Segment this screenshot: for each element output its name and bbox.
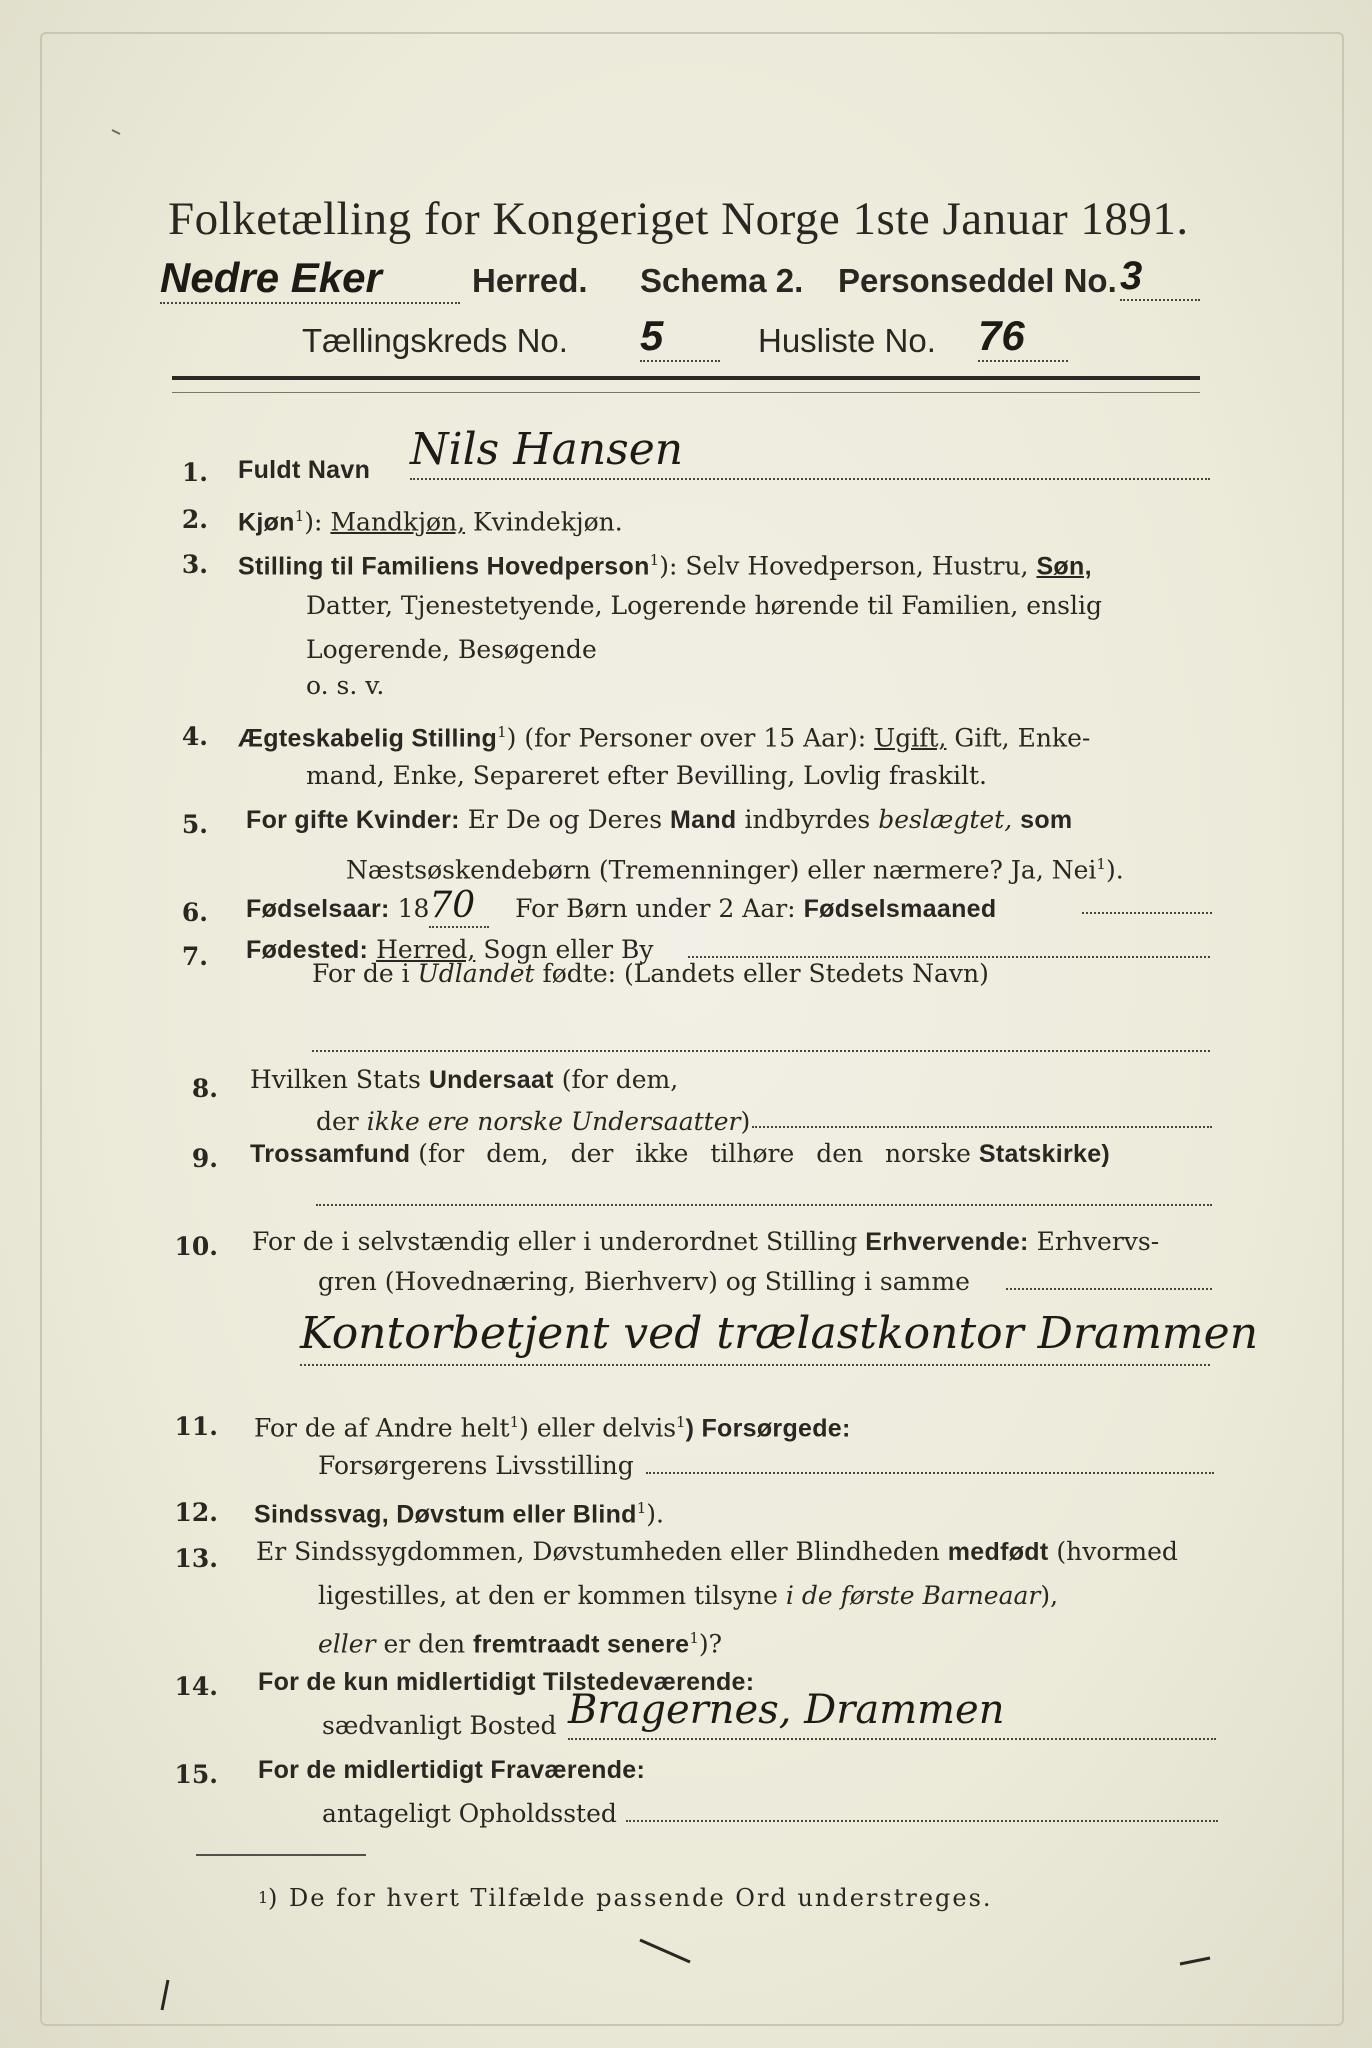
item-13-line2-b: ),	[1040, 1581, 1059, 1610]
item-1-label: Fuldt Navn	[238, 456, 371, 484]
item-13-line3	[318, 1616, 722, 1666]
item-10-line2: gren (Hovednæring, Bierhverv) og Stilling i samme	[318, 1267, 970, 1296]
item-3-label: Stilling til Familiens Hovedperson	[238, 552, 650, 581]
schema-label: Schema 2.	[640, 262, 804, 299]
item-7-udlandet: Udlandet	[417, 959, 535, 988]
item-8-line2-b: )	[740, 1107, 751, 1136]
item-14-answer: Bragernes, Drammen	[568, 1682, 1216, 1740]
item-12-end: ).	[646, 1499, 664, 1529]
item-7-label: Fødested:	[246, 936, 369, 964]
item-4-label: Ægteskabelig Stilling	[238, 724, 498, 753]
item-6-label2: Fødselsmaaned	[803, 895, 997, 923]
item-2-mandkjon: Mandkjøn,	[330, 507, 466, 537]
item-12-label: Sindssvag, Døvstum eller Blind	[254, 1500, 637, 1529]
item-13-sup: 1	[689, 1629, 699, 1647]
item-8-line1-b: (for dem,	[561, 1065, 679, 1094]
item-3-sup: 1	[649, 551, 660, 569]
item-5-line2-end: ).	[1105, 855, 1124, 885]
item-7-extra-line	[312, 1050, 1210, 1052]
footnote-sup: 1	[258, 1888, 269, 1907]
item-6-answer-line	[1082, 912, 1212, 914]
item-2-label: Kjøn	[238, 508, 295, 537]
item-9-label: Trossamfund	[250, 1140, 411, 1168]
item-9-line	[250, 1132, 1110, 1176]
item-7-line2	[312, 952, 989, 996]
personseddel-label: Personseddel No.	[838, 262, 1117, 299]
item-4-line2: mand, Enke, Separeret efter Bevilling, Lovlig fraskilt.	[306, 761, 987, 790]
item-8-line1	[250, 1058, 678, 1102]
herred-handwritten: Nedre Eker	[160, 254, 460, 304]
husliste-label: Husliste No.	[758, 322, 936, 359]
item-11-mid: ) eller delvis	[519, 1413, 677, 1443]
item-2-line	[238, 494, 623, 544]
item-4-ugift: Ugift,	[874, 723, 947, 753]
item-2-sup: 1	[294, 507, 305, 525]
item-7-line2-b: fødte: (Landets eller Stedets Navn)	[542, 959, 989, 988]
item-1-number: 1.	[181, 458, 208, 487]
item-8-line2-a: der	[316, 1107, 359, 1136]
item-3-line3: Logerende, Besøgende	[306, 635, 597, 664]
item-5-line1	[246, 798, 1072, 842]
item-2-colon: ):	[304, 507, 323, 537]
item-10-number: 10.	[174, 1232, 218, 1261]
item-11-sup-b: 1	[676, 1413, 686, 1431]
item-8-number: 8.	[191, 1074, 218, 1103]
header-rule	[172, 376, 1200, 380]
item-14-label: For de kun midlertidigt Tilstedeværende:	[258, 1668, 755, 1696]
item-9-end: Statskirke)	[978, 1140, 1111, 1168]
item-12-number: 12.	[174, 1498, 218, 1527]
herred-label: Herred.	[472, 262, 588, 299]
item-10-line1-text: For de i selvstændig eller i underordnet Stilling	[252, 1227, 858, 1256]
item-10-line1	[252, 1220, 1159, 1264]
item-4-end: Gift, Enke-	[954, 723, 1091, 753]
item-11-line2: Forsørgerens Livsstilling	[318, 1451, 634, 1480]
item-11-line1-text: For de af Andre helt	[254, 1413, 510, 1443]
item-15-line2: antageligt Opholdssted	[322, 1799, 617, 1828]
item-3-line4: o. s. v.	[306, 671, 385, 700]
item-13-line2-ital: i de første Barneaar	[785, 1581, 1041, 1610]
item-12-sup: 1	[636, 1499, 647, 1517]
item-15-answer-line	[626, 1820, 1218, 1822]
form-title: Folketælling for Kongeriget Norge 1ste Januar 1891.	[168, 193, 1189, 245]
item-8-undersaat: Undersaat	[428, 1066, 554, 1094]
item-3-number: 3.	[181, 550, 208, 579]
footnote-text	[268, 1884, 993, 1912]
item-13-fremtraadt: fremtraadt senere	[473, 1630, 690, 1659]
header-rule-thin	[172, 392, 1200, 393]
item-4-line1	[238, 710, 1090, 760]
item-9-answer-line	[316, 1204, 1212, 1206]
item-4-rest: ) (for Personer over 15 Aar):	[506, 723, 867, 753]
item-8-line1-a: Hvilken Stats	[250, 1065, 421, 1094]
item-11-line1	[254, 1400, 851, 1450]
item-9-rest: (for dem, der ikke tilhøre den norske	[418, 1139, 971, 1168]
item-10-label: Erhvervende:	[865, 1228, 1029, 1256]
item-8-ital: ikke ere norske Undersaatter	[366, 1107, 741, 1136]
item-6-prefix: 18	[397, 894, 430, 923]
item-5-sup: 1	[1096, 855, 1106, 873]
item-13-line2	[318, 1574, 1058, 1618]
item-7-rest: Sogn eller By	[483, 935, 654, 964]
item-6-number: 6.	[181, 898, 208, 927]
item-7-number: 7.	[181, 942, 208, 971]
item-4-sup: 1	[497, 723, 507, 741]
item-15-number: 15.	[174, 1760, 218, 1789]
item-13-line1-a: Er Sindssygdommen, Døvstumheden eller Blindheden	[256, 1537, 940, 1566]
item-5-line2-text: Næstsøskendebørn (Tremenninger) eller nærmere? Ja, Nei	[346, 855, 1097, 885]
item-6-line	[246, 884, 996, 931]
item-13-medfodt: medfødt	[947, 1538, 1049, 1566]
item-13-line1-b: (hvormed	[1056, 1537, 1178, 1566]
item-4-number: 4.	[181, 722, 208, 751]
item-6-answer: 70	[429, 885, 489, 928]
item-1-answer: Nils Hansen	[410, 422, 1210, 480]
item-11-label: ) Forsørgede:	[685, 1414, 851, 1443]
item-5-rest: Er De og Deres	[467, 805, 663, 834]
item-5-mand: Mand	[670, 806, 737, 834]
taellingskreds-number: 5	[640, 312, 720, 362]
item-5-number: 5.	[181, 810, 208, 839]
item-13-number: 13.	[174, 1544, 218, 1573]
item-11-number: 11.	[174, 1412, 218, 1441]
item-2-number: 2.	[181, 505, 208, 534]
item-3-son: Søn,	[1036, 552, 1092, 581]
item-5-mid: indbyrdes	[744, 805, 871, 834]
item-13-line3-a: er den	[383, 1629, 466, 1659]
item-3-line2: Datter, Tjenestetyende, Logerende hørende til Familien, enslig	[306, 591, 1103, 620]
taellingskreds-label: Tællingskreds No.	[302, 322, 568, 359]
item-11-answer-line	[646, 1472, 1214, 1474]
item-13-line1	[256, 1530, 1178, 1574]
item-2-kvindekjon: Kvindekjøn.	[473, 507, 623, 537]
item-13-eller: eller	[318, 1629, 376, 1659]
item-14-line2: sædvanligt Bosted	[322, 1711, 557, 1740]
footnote-rule	[196, 1854, 366, 1856]
item-8-answer-line	[752, 1126, 1212, 1128]
item-10-end: Erhvervs-	[1036, 1227, 1160, 1256]
item-7-herred: Herred,	[376, 935, 476, 964]
item-3-line1	[238, 538, 1092, 588]
item-5-label: For gifte Kvinder:	[246, 806, 460, 834]
footnote-body: ) De for hvert Tilfælde passende Ord understreges.	[268, 1884, 993, 1912]
item-13-line2-a: ligestilles, at den er kommen tilsyne	[318, 1581, 778, 1610]
item-5-beslaegtet: beslægtet,	[878, 805, 1013, 834]
item-6-label: Fødselsaar:	[246, 895, 390, 923]
item-12-line	[254, 1486, 664, 1536]
item-5-end: som	[1020, 806, 1073, 834]
item-6-mid: For Børn under 2 Aar:	[515, 894, 796, 923]
item-9-number: 9.	[191, 1144, 218, 1173]
item-13-end: )?	[698, 1629, 723, 1659]
item-3-options: ): Selv Hovedperson, Hustru,	[659, 551, 1029, 581]
item-10-line2-leader	[1006, 1288, 1212, 1290]
item-15-label: For de midlertidigt Fraværende:	[258, 1756, 646, 1784]
personseddel-number: 3	[1120, 254, 1200, 301]
item-10-answer: Kontorbetjent ved trælastkontor Drammen	[300, 1304, 1210, 1366]
item-11-sup-a: 1	[509, 1413, 520, 1431]
item-7-line2-a: For de i	[312, 959, 410, 988]
item-14-number: 14.	[174, 1672, 218, 1701]
husliste-number: 76	[978, 312, 1068, 362]
